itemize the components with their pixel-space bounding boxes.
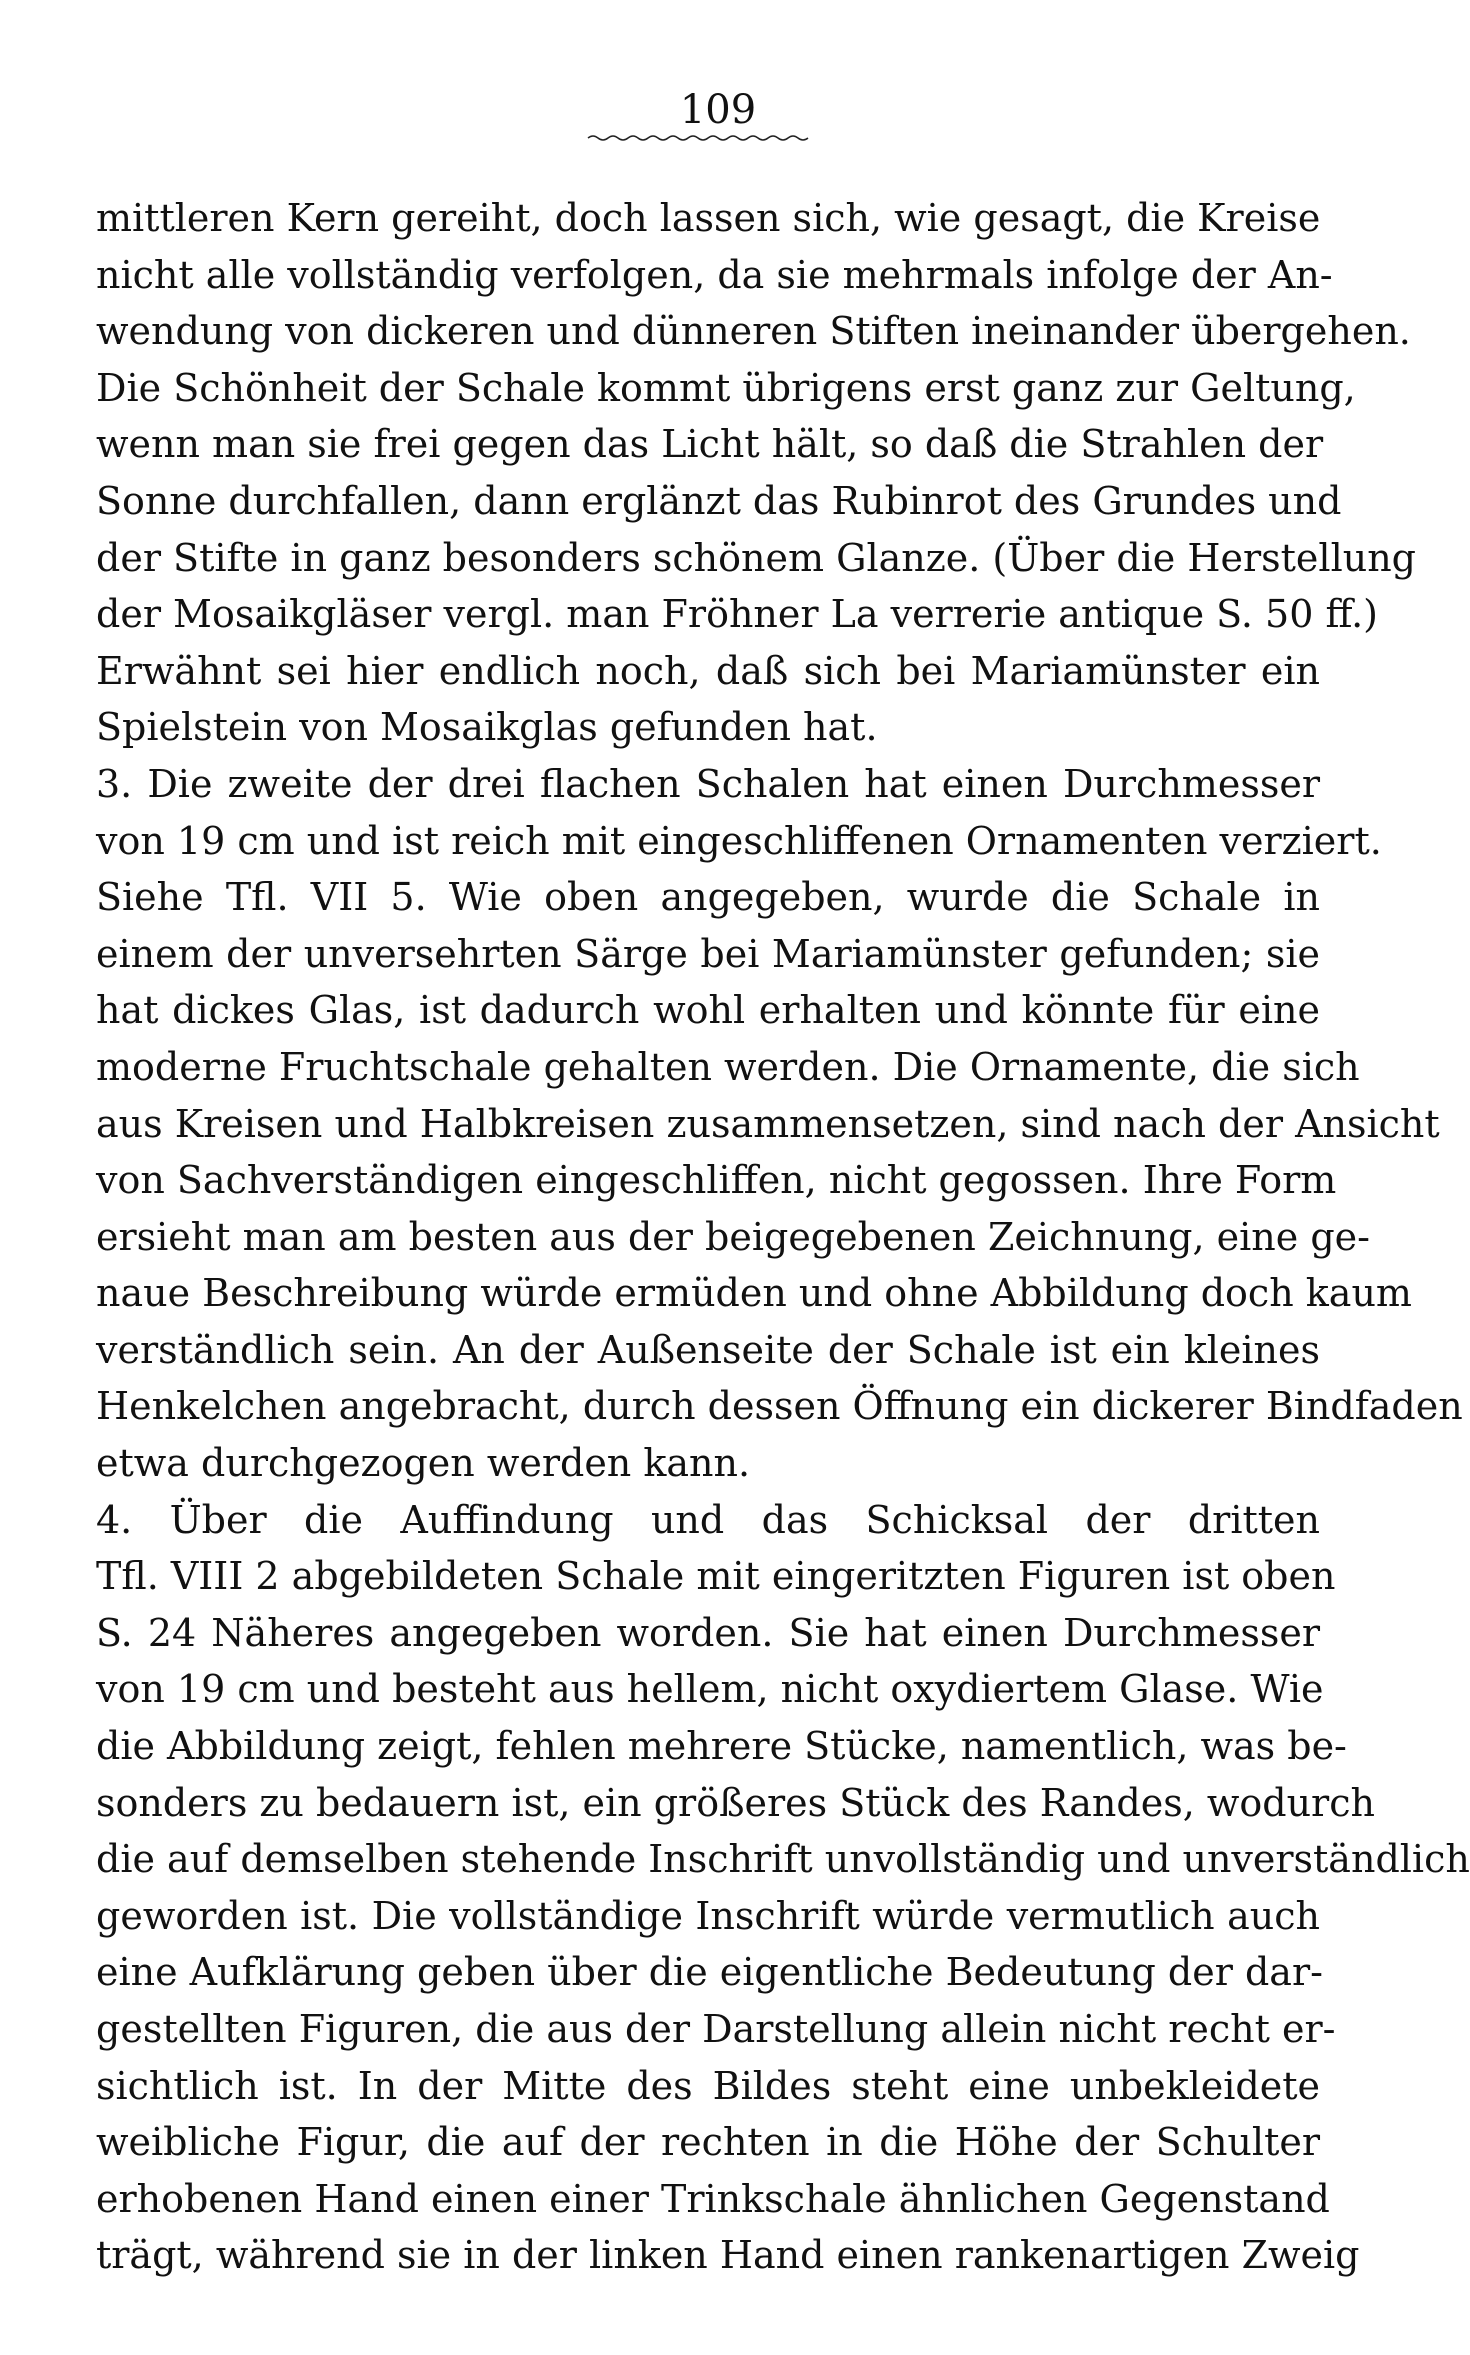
text-line: erhobenen Hand einen einer Trinkschale ähnlichen Gegenstand bbox=[96, 2176, 1330, 2221]
text-line: S. 24 Näheres angegeben worden. Sie hat einen Durchmesser bbox=[96, 1610, 1320, 1655]
text-line: von 19 cm und ist reich mit eingeschliffenen Ornamenten verziert. bbox=[96, 818, 1382, 863]
text-line: sonders zu bedauern ist, ein größeres Stück des Randes, wodurch bbox=[96, 1780, 1375, 1825]
text-line: wenn man sie frei gegen das Licht hält, so daß die Strahlen der bbox=[96, 422, 1324, 467]
text-line: Siehe Tfl. VII 5. Wie oben angegeben, wurde die Schale in bbox=[96, 875, 1320, 920]
text-line: Erwähnt sei hier endlich noch, daß sich bei Mariamünster ein bbox=[96, 648, 1320, 693]
text-line: verständlich sein. An der Außenseite der Schale ist ein kleines bbox=[96, 1327, 1320, 1372]
text-line: geworden ist. Die vollständige Inschrift würde vermutlich auch bbox=[96, 1893, 1320, 1938]
text-line: 4. Über die Auffindung und das Schicksal der dritten bbox=[96, 1497, 1320, 1542]
text-line: Tfl. VIII 2 abgebildeten Schale mit eingeritzten Figuren ist oben bbox=[96, 1554, 1336, 1599]
text-line: nicht alle vollständig verfolgen, da sie mehrmals infolge der An- bbox=[96, 252, 1333, 297]
body-text bbox=[96, 190, 1470, 2284]
text-line: mittleren Kern gereiht, doch lassen sich, wie gesagt, die Kreise bbox=[96, 196, 1321, 240]
text-line: von 19 cm und besteht aus hellem, nicht oxydiertem Glase. Wie bbox=[96, 1667, 1324, 1712]
text-line: etwa durchgezogen werden kann. bbox=[96, 1441, 751, 1486]
text-line: die Abbildung zeigt, fehlen mehrere Stücke, namentlich, was be- bbox=[96, 1724, 1347, 1769]
text-line: aus Kreisen und Halbkreisen zusammensetzen, sind nach der Ansicht bbox=[96, 1101, 1440, 1146]
text-line: der Mosaikgläser vergl. man Fröhner La verrerie antique S. 50 ff.) bbox=[96, 592, 1378, 637]
text-line: gestellten Figuren, die aus der Darstellung allein nicht recht er- bbox=[96, 2007, 1336, 2051]
text-line: weibliche Figur, die auf der rechten in die Höhe der Schulter bbox=[96, 2120, 1320, 2165]
text-line: wendung von dickeren und dünneren Stiften ineinander übergehen. bbox=[96, 309, 1411, 354]
text-line: 3. Die zweite der drei flachen Schalen hat einen Durchmesser bbox=[96, 761, 1320, 806]
text-line: eine Aufklärung geben über die eigentliche Bedeutung der dar- bbox=[96, 1950, 1323, 1995]
text-line: moderne Fruchtschale gehalten werden. Die Ornamente, die sich bbox=[96, 1044, 1360, 1089]
text-line: trägt, während sie in der linken Hand einen rankenartigen Zweig bbox=[96, 2233, 1360, 2278]
text-line: naue Beschreibung würde ermüden und ohne Abbildung doch kaum bbox=[96, 1271, 1412, 1316]
text-line: die auf demselben stehende Inschrift unvollständig und unverständlich bbox=[96, 1837, 1470, 1882]
text-line: von Sachverständigen eingeschliffen, nicht gegossen. Ihre Form bbox=[96, 1158, 1337, 1203]
page-number: 109 bbox=[679, 87, 757, 133]
text-line: ersieht man am besten aus der beigegebenen Zeichnung, eine ge- bbox=[96, 1214, 1370, 1259]
text-line: Sonne durchfallen, dann erglänzt das Rubinrot des Grundes und bbox=[96, 478, 1342, 523]
text-line: Henkelchen angebracht, durch dessen Öffnung ein dickerer Bindfaden bbox=[96, 1384, 1463, 1429]
decorative-wavy-rule bbox=[588, 134, 808, 142]
text-line: hat dickes Glas, ist dadurch wohl erhalten und könnte für eine bbox=[96, 988, 1320, 1033]
text-line: der Stifte in ganz besonders schönem Glanze. (Über die Herstellung bbox=[96, 535, 1416, 580]
text-line: Die Schönheit der Schale kommt übrigens erst ganz zur Geltung, bbox=[96, 365, 1356, 410]
text-line: Spielstein von Mosaikglas gefunden hat. bbox=[96, 705, 878, 750]
text-line: sichtlich ist. In der Mitte des Bildes steht eine unbekleidete bbox=[96, 2063, 1320, 2108]
text-line: einem der unversehrten Särge bei Mariamünster gefunden; sie bbox=[96, 931, 1320, 976]
